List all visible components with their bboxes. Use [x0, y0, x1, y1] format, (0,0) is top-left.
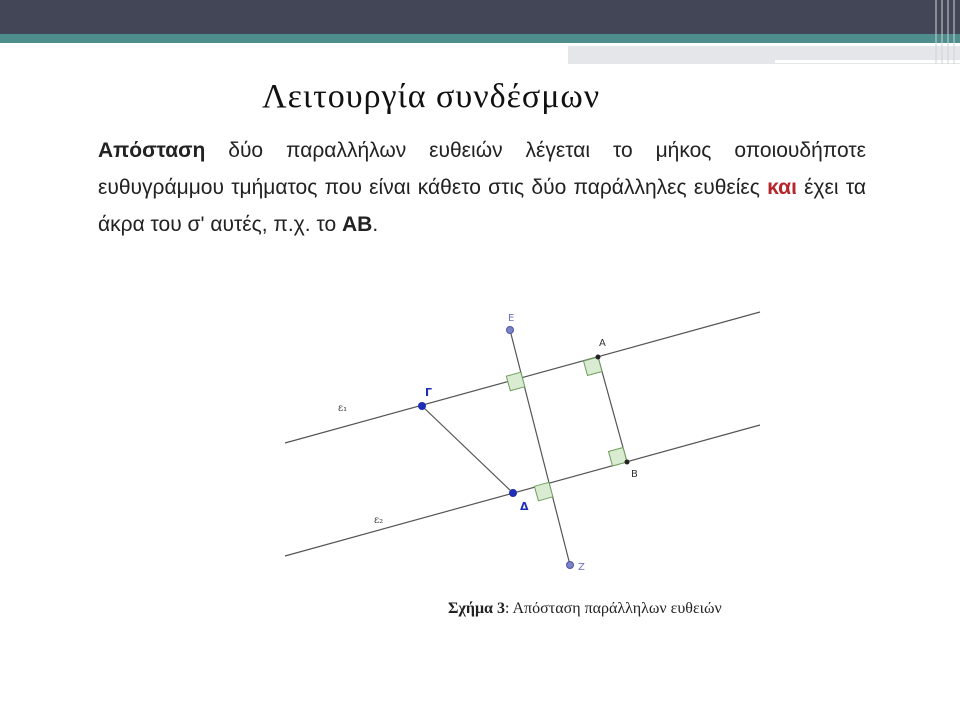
right-angle-mark-b: [609, 448, 628, 467]
slide-title: Λειτουργία συνδέσμων: [262, 78, 601, 115]
label-e2: ε₂: [374, 515, 384, 526]
point-z: [567, 562, 574, 569]
term-apostasi: Απόσταση: [98, 139, 206, 162]
figure-caption: [448, 600, 722, 618]
label-gamma: Γ: [425, 386, 433, 399]
line-e2: [285, 425, 760, 556]
segment-gamma-delta: [422, 406, 513, 493]
paragraph-text-1: δύο παραλλήλων ευθειών λέγεται το μήκος οποιουδήποτε ευθυγράμμου τμήματος που είναι κάθετο στις δύο παράλληλες ευθείες: [98, 139, 866, 199]
paragraph-text-3: .: [372, 213, 379, 236]
label-a: A: [599, 338, 606, 349]
line-ez: [510, 330, 570, 565]
label-e1: ε₁: [338, 403, 348, 414]
right-angle-mark-ez-e1: [506, 372, 525, 391]
right-angle-mark-ez-e2: [534, 482, 553, 501]
right-angle-mark-a: [584, 357, 603, 376]
highlight-kai: και: [767, 176, 797, 199]
label-e: E: [508, 313, 515, 324]
point-e: [507, 327, 514, 334]
label-delta: Δ: [520, 500, 529, 513]
point-a: [596, 355, 601, 360]
label-b: B: [631, 469, 638, 480]
caption-label: Σχήμα 3: [448, 600, 505, 617]
point-b: [625, 460, 630, 465]
segment-ab: ΑΒ: [341, 213, 373, 236]
point-gamma: [418, 402, 426, 410]
point-delta: [509, 489, 517, 497]
paragraph-text-2: έχει τα άκρα του σ' αυτές, π.χ. το: [98, 176, 866, 236]
caption-text: : Απόσταση παράλληλων ευθειών: [504, 600, 722, 617]
segment-ab-line: [598, 357, 627, 462]
label-z: Z: [578, 562, 585, 573]
